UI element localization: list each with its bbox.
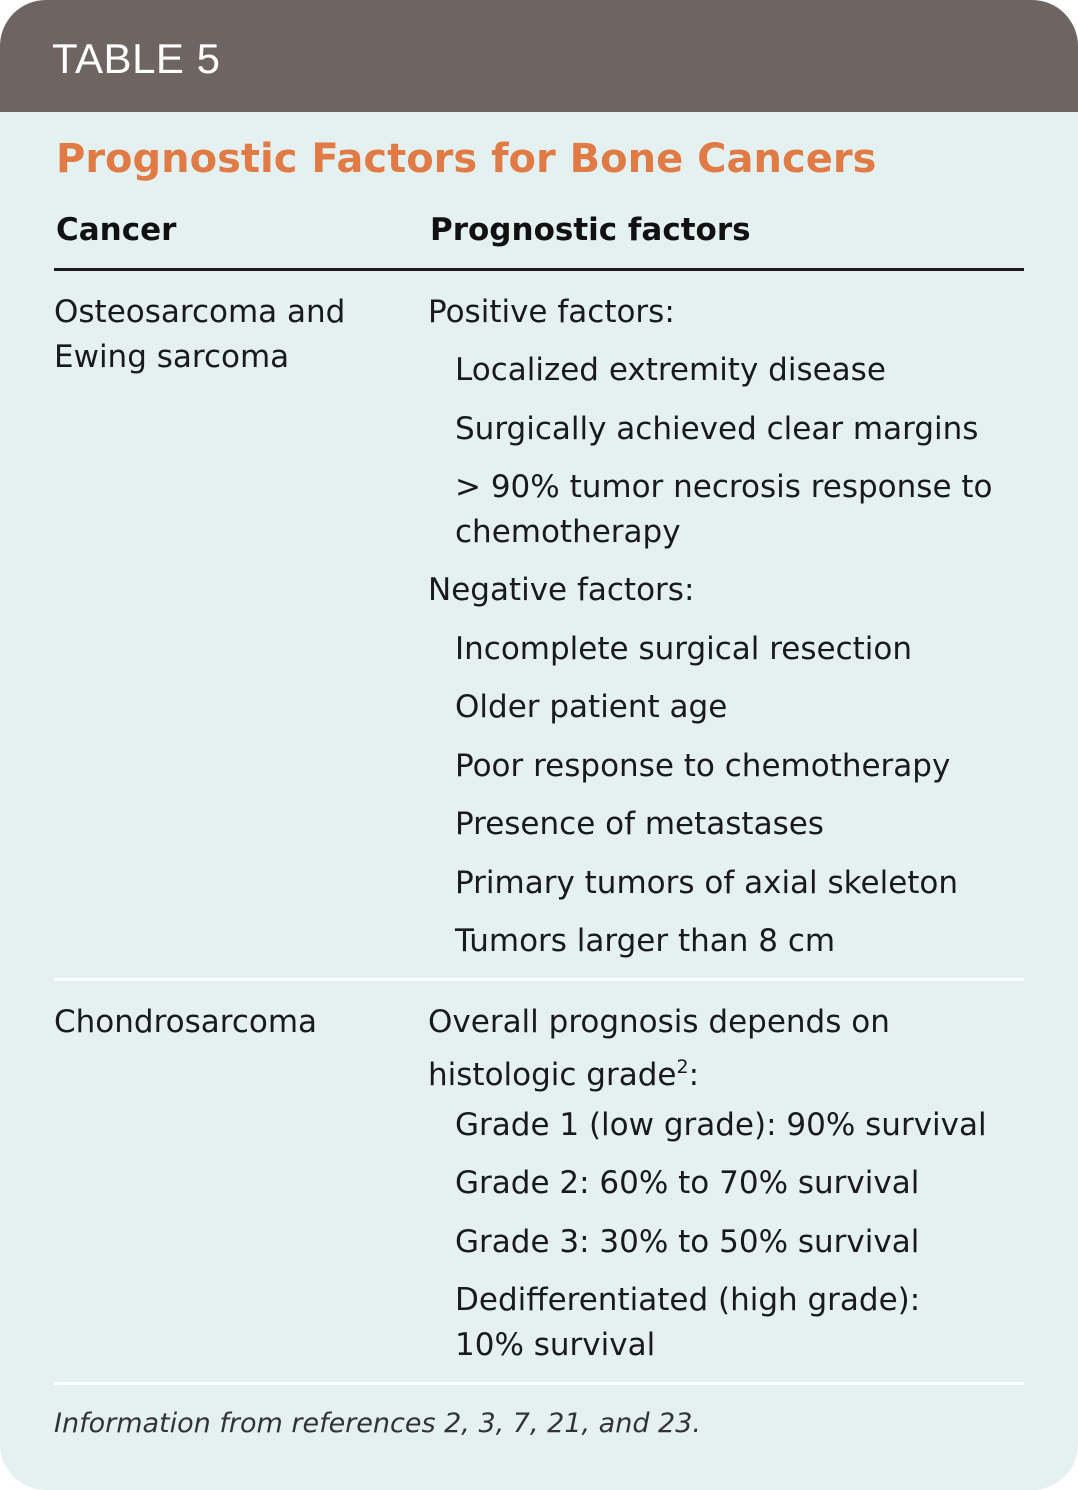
row-divider [54,978,1024,981]
cancer-name-line: Osteosarcoma and [54,294,346,330]
overall-prognosis-text: histologic grade [428,1057,677,1093]
grade-item: Grade 3: 30% to 50% survival [455,1224,920,1260]
negative-factor-item: Incomplete surgical resection [455,631,913,667]
reference-superscript: 2 [676,1056,689,1078]
grade-item: 10% survival [455,1327,656,1363]
column-header-cancer: Cancer [56,212,177,248]
footer-divider [54,1382,1024,1385]
overall-prognosis-colon: : [688,1057,700,1093]
negative-factor-item: Poor response to chemotherapy [455,748,951,784]
footnote: Information from references 2, 3, 7, 21, and 23. [54,1408,701,1439]
positive-factor-item: chemotherapy [455,514,681,550]
overall-prognosis-line: Overall prognosis depends on [428,1004,890,1040]
negative-factor-item: Tumors larger than 8 cm [455,923,836,959]
table-title: Prognostic Factors for Bone Cancers [56,136,877,182]
header-rule [54,268,1024,271]
negative-factor-item: Presence of metastases [455,806,824,842]
positive-factor-item: Localized extremity disease [455,352,886,388]
positive-factor-item: > 90% tumor necrosis response to [455,469,993,505]
grade-item: Grade 2: 60% to 70% survival [455,1165,920,1201]
grade-item: Grade 1 (low grade): 90% survival [455,1107,987,1143]
cancer-name-line: Chondrosarcoma [54,1004,318,1040]
table-label: TABLE 5 [52,35,221,82]
table-header-bar [0,0,1078,112]
positive-factor-item: Surgically achieved clear margins [455,411,979,447]
grade-item: Dedifferentiated (high grade): [455,1282,921,1318]
negative-factor-item: Primary tumors of axial skeleton [455,865,959,901]
negative-factor-item: Older patient age [455,689,728,725]
column-header-factors: Prognostic factors [430,212,751,248]
positive-factors-heading: Positive factors: [428,294,675,330]
cancer-name-line: Ewing sarcoma [54,339,290,375]
negative-factors-heading: Negative factors: [428,572,695,608]
overall-prognosis-line [428,1045,699,1098]
